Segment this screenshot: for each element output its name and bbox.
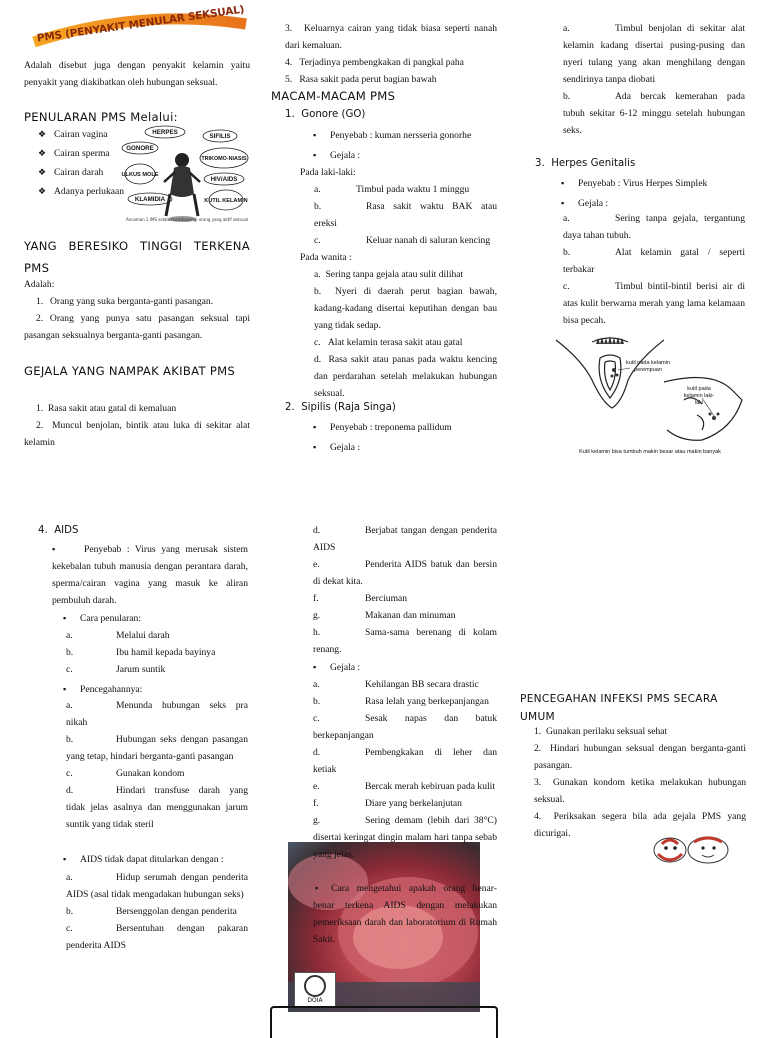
diagram-label: KUTIL KELAMIN <box>204 198 248 204</box>
list-item: ❖ Adanya perlukaan <box>54 183 134 202</box>
list-item: a. Timbul benjolan di sekitar alat kelamin kadang disertai pusing-pusing dan nyeri tulang yang akan menghilang dengan sendirinya tanpa diobati <box>563 23 745 85</box>
list-item: b. Hubungan seks dengan pasangan yang tetap, hindari berganta-ganti pasangan <box>66 734 248 762</box>
list-item: a. Sering tanpa gejala, tergantung daya tahan tubuh. <box>563 213 745 241</box>
herpes-heading: 3. Herpes Genitalis <box>535 158 636 169</box>
list-item: c. Sesak napas dan batuk berkepanjangan <box>313 713 497 741</box>
macam-heading: MACAM-MACAM PMS <box>271 89 396 103</box>
herpes-list <box>563 210 745 329</box>
diagram-caption: Ancaman 1 IMS selalu membayangi orang yang aktif seksual <box>125 217 249 222</box>
list-item: c. Jarum suntik <box>66 664 166 675</box>
list-item: 3. Gunakan kondom ketika melakukan hubungan seksual. <box>534 777 746 805</box>
penularan-heading: PENULARAN PMS Melalui: <box>24 110 178 124</box>
list-item: d. Berjabat tangan dengan penderita AIDS <box>313 525 497 553</box>
logo-text: DOIA <box>307 997 323 1004</box>
list-item: ▪ Gejala : <box>330 147 500 164</box>
laki-label: Pada laki-laki: <box>300 167 356 178</box>
sifilis-gejala-list <box>563 20 745 139</box>
photo-logo <box>294 972 336 1008</box>
list-item: a. Sering tanpa gejala atau sulit dilihat <box>314 269 464 280</box>
tidak-list-cont <box>313 522 497 658</box>
list-item: d. Hindari transfuse darah yang tidak jelas asalnya dan menggunakan jarum suntik yang tidak steril <box>66 785 248 830</box>
list-item: f. Berciuman <box>313 593 408 604</box>
ims-diagram <box>120 124 252 228</box>
list-item: d. Pembengkakan di leher dan ketiak <box>313 747 497 775</box>
pencegahan-label: ▪ Pencegahannya: <box>80 681 246 698</box>
person-figure <box>164 153 200 222</box>
tidak-label: ▪ AIDS tidak dapat ditularkan dengan : <box>80 851 246 868</box>
list-item: 1. Orang yang suka berganta-ganti pasangan. <box>36 296 214 307</box>
ims-diagram-graphic <box>120 124 252 228</box>
diagram-label: SIFILIS <box>209 133 231 140</box>
pencegahan-list <box>66 697 248 833</box>
list-item: a. Hidup serumah dengan penderita AIDS (asal tidak mengadakan hubungan seks) <box>66 872 248 900</box>
laki-list <box>300 164 497 402</box>
list-item: 1. Rasa sakit atau gatal di kemaluan <box>36 403 177 414</box>
tidak-list <box>66 869 248 954</box>
list-item: a. Melalui darah <box>66 630 170 641</box>
aids-penyebab: ▪ Penyebab : Virus yang merusak sistem kekebalan tubuh manusia dengan perantara darah, sperma/cairan vagina yang masuk ke aliran pembuluh darah. <box>52 544 248 606</box>
list-item: b. Ada bercak kemerahan pada tubuh sekitar 6-12 minggu setelah hubungan seks. <box>563 91 745 136</box>
illus-caption: Kutil kelamin bisa tumbuh makin besar atau makin banyak <box>579 449 721 455</box>
diagram-label: HERPES <box>152 129 178 136</box>
herpes-details <box>578 175 748 212</box>
diagram-label: GONORE <box>126 145 154 152</box>
diagram-label: KLAMIDIA <box>134 196 166 203</box>
intro-text: Adalah disebut juga dengan penyakit kelamin yaitu penyakit yang diakibatkan oleh hubungan seksual. <box>24 60 250 88</box>
list-item: b. Bersenggolan dengan penderita <box>66 906 237 917</box>
aids-heading: 4. AIDS <box>38 525 79 536</box>
gejala-label: ▪ Gejala : <box>330 659 496 676</box>
pencegahan-heading <box>66 681 246 698</box>
aids-gejala-list <box>313 676 497 863</box>
list-item: ▪ Gejala : <box>578 195 748 212</box>
pencegahan-umum-heading: PENCEGAHAN INFEKSI PMS SECARA UMUM <box>520 693 718 723</box>
list-item: ❖ Cairan sperma <box>54 145 134 164</box>
list-item: 4. Periksakan segera bila ada gejala PMS yang dicurigai. <box>534 811 746 839</box>
sifilis-details <box>330 419 500 456</box>
list-item: 2. Hindari hubungan seksual dengan berganta-ganti pasangan. <box>534 743 746 771</box>
bottom-box <box>270 1006 498 1038</box>
diagram-label: TRIKOMO-NIASIS <box>201 156 247 162</box>
list-item: g. Makanan dan minuman <box>313 610 456 621</box>
aids-gejala-heading <box>316 659 496 676</box>
list-item: c. Gunakan kondom <box>66 768 185 779</box>
list-item: e. Penderita AIDS batuk dan bersin di dekat kita. <box>313 559 497 587</box>
diagram-label: ULKUS MOLE <box>121 172 159 178</box>
beresiko-lead: Adalah: <box>24 279 55 290</box>
list-item: c. Timbul bintil-bintil berisi air di atas kulit berwarna merah yang lama kelamaan bisa pecah. <box>563 281 745 326</box>
gonore-heading: 1. Gonore (GO) <box>285 109 366 120</box>
cara-mengetahui: ▪ Cara mengetahui apakah orang benar-benar terkena AIDS dengan melakukan pemeriksaan darah dan laboratorium di Rumah Sakit. <box>313 883 497 945</box>
illus-label-male: kutil pada kelamin laki-laki <box>683 386 715 406</box>
gonore-details <box>330 127 500 164</box>
list-item: b. Rasa lelah yang berkepanjangan <box>313 696 489 707</box>
list-item: 1. Gunakan perilaku seksual sehat <box>534 726 668 737</box>
list-item: b. Alat kelamin gatal / seperti terbakar <box>563 247 745 275</box>
list-item: h. Sama-sama berenang di kolam renang. <box>313 627 497 655</box>
cara-heading <box>66 610 246 627</box>
illus-label-female: kutil pada kelamin perempuan <box>625 360 671 373</box>
logo-icon <box>304 975 326 997</box>
list-item: ▪ Gejala : <box>330 439 500 456</box>
list-item: ▪ Penyebab : kuman nersseria gonorhe <box>330 127 500 144</box>
list-item: e. Bercak merah kebiruan pada kulit <box>313 781 495 792</box>
list-item: a. Timbul pada waktu 1 minggu <box>314 184 470 195</box>
beresiko-heading: YANG BERESIKO TINGGI TERKENA PMS <box>24 239 250 275</box>
pencegahan-umum-list <box>534 723 746 842</box>
list-item: a. Menunda hubungan seks pra nikah <box>66 700 248 728</box>
cartoon-graphic <box>648 830 732 870</box>
list-item: f. Diare yang berkelanjutan <box>313 798 462 809</box>
list-item: ▪ Penyebab : treponema pallidum <box>330 419 500 436</box>
list-item: b. Ibu hamil kepada bayinya <box>66 647 216 658</box>
list-item: b. Nyeri di daerah perut bagian bawah, kadang-kadang disertai keputihan dengan bau yang tidak sedap. <box>314 286 497 331</box>
list-item: ❖ Cairan vagina <box>54 126 134 145</box>
gejala-heading: GEJALA YANG NAMPAK AKIBAT PMS <box>24 364 236 378</box>
list-item: d. Rasa sakit atau panas pada waktu kencing dan perdarahan setelah melakukan hubungan seksual. <box>314 354 497 399</box>
list-item: 5. Rasa sakit pada perut bagian bawah <box>285 74 437 85</box>
list-item: 3. Keluarnya cairan yang tidak biasa seperti nanah dari kemaluan. <box>285 23 497 51</box>
wanita-label: Pada wanita : <box>300 252 352 263</box>
list-item: g. Sering demam (lebih dari 38°C) disertai keringat dingin malam hari tanpa sebab yang jelas. <box>313 815 497 860</box>
title-banner-text: PMS (PENYAKIT MENULAR SEKSUAL) <box>36 3 245 45</box>
beresiko-list <box>24 293 250 344</box>
tidak-heading <box>66 851 246 868</box>
gejala-list <box>24 400 250 451</box>
list-item: c. Alat kelamin terasa sakit atau gatal <box>314 337 463 348</box>
gejala-list-cont <box>285 20 497 88</box>
diagram-label: HIV/AIDS <box>210 176 238 183</box>
list-item: 4. Terjadinya pembengkakan di pangkal paha <box>285 57 464 68</box>
title-banner <box>30 3 250 48</box>
wart-illustration <box>552 330 747 468</box>
list-item: c. Bersentuhan dengan pakaran penderita AIDS <box>66 923 248 951</box>
list-item: ❖ Cairan darah <box>54 164 134 183</box>
list-item: b. Rasa sakit waktu BAK atau ereksi <box>314 201 497 229</box>
list-item: 2. Muncul benjolan, bintik atau luka di sekitar alat kelamin <box>24 420 250 448</box>
sifilis-heading: 2. Sipilis (Raja Singa) <box>285 402 396 413</box>
cartoon-illustration <box>648 830 732 870</box>
list-item: c. Keluar nanah di saluran kencing <box>314 235 491 246</box>
list-item: a. Kehilangan BB secara drastic <box>313 679 479 690</box>
list-item: 2. Orang yang punya satu pasangan seksual tapi pasangan seksualnya berganta-ganti pasangan. <box>24 313 250 341</box>
list-item: ▪ Penyebab : Virus Herpes Simplek <box>578 175 748 192</box>
cara-label: ▪ Cara penularan: <box>80 610 246 627</box>
cara-list <box>66 627 246 678</box>
